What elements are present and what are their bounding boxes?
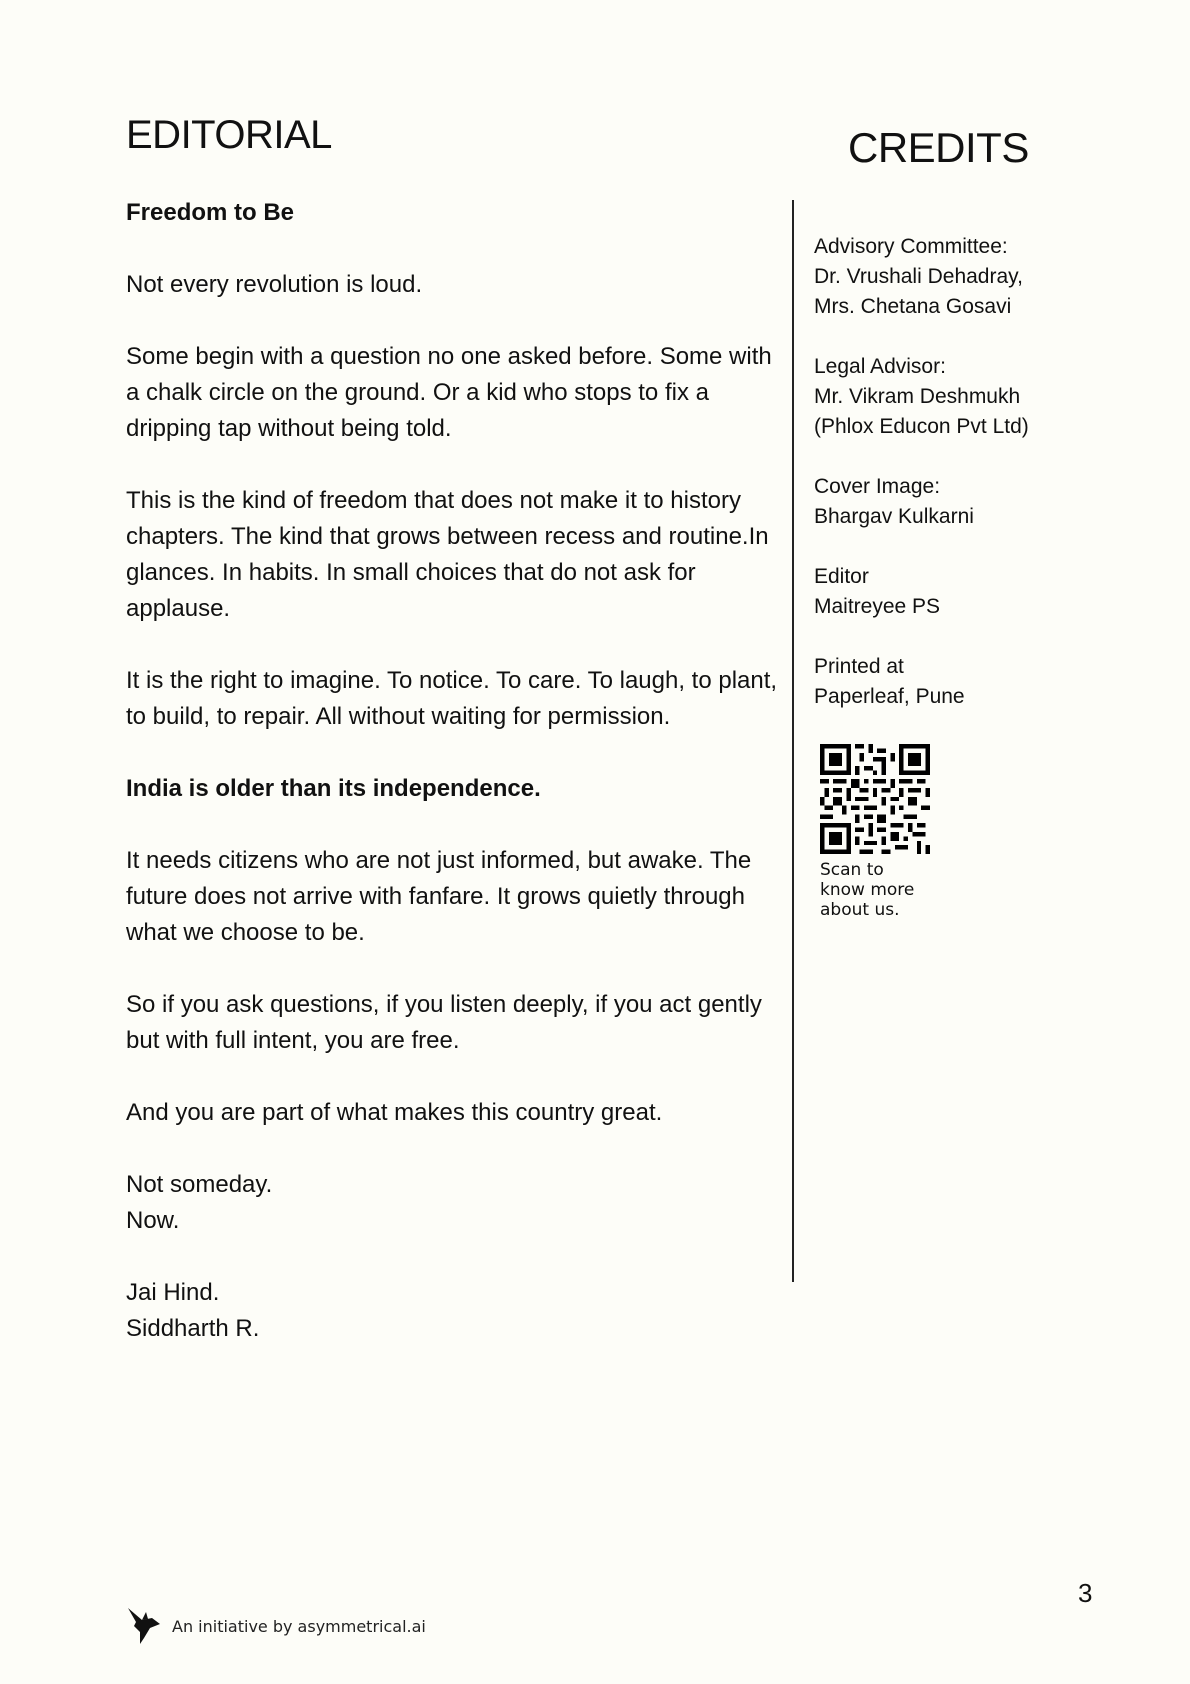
text-line: to build, to repair. All without waiting for permission. xyxy=(126,703,671,730)
text-line: It needs citizens who are not just informed, but awake. The xyxy=(126,847,752,874)
credit-legal xyxy=(814,352,1054,442)
editorial-paragraph xyxy=(126,843,796,951)
credit-label: Advisory Committee: xyxy=(814,235,1008,258)
qr-caption-line: about us. xyxy=(820,900,900,920)
bird-logo-icon xyxy=(126,1606,162,1646)
text-line: This is the kind of freedom that does not make it to history xyxy=(126,487,741,514)
credit-label: Printed at xyxy=(814,655,904,678)
text-line: Not someday. xyxy=(126,1171,273,1198)
qr-caption-line: Scan to xyxy=(820,860,884,880)
text-line: So if you ask questions, if you listen deeply, if you act gently xyxy=(126,991,762,1018)
credit-label: Legal Advisor: xyxy=(814,355,946,378)
credit-value: Mr. Vikram Deshmukh xyxy=(814,385,1021,408)
qr-caption-line: know more xyxy=(820,880,915,900)
text-line: what we choose to be. xyxy=(126,919,365,946)
editorial-signoff xyxy=(126,1275,796,1347)
credit-value: Paperleaf, Pune xyxy=(814,685,965,708)
editorial-paragraph xyxy=(126,987,796,1059)
editorial-paragraph xyxy=(126,1167,796,1239)
credit-label: Cover Image: xyxy=(814,475,941,498)
text-line: applause. xyxy=(126,595,231,622)
editorial-heading: India is older than its independence. xyxy=(126,775,541,802)
editorial-paragraph: Not every revolution is loud. xyxy=(126,271,423,298)
credit-printed xyxy=(814,652,1054,712)
footer-initiative-text: An initiative by asymmetrical.ai xyxy=(172,1617,426,1636)
editorial-subtitle: Freedom to Be xyxy=(126,199,295,226)
editorial-paragraph xyxy=(126,483,796,627)
editorial-title: EDITORIAL xyxy=(126,113,332,157)
text-line: glances. In habits. In small choices that do not ask for xyxy=(126,559,696,586)
text-line: Jai Hind. xyxy=(126,1279,220,1306)
text-line: dripping tap without being told. xyxy=(126,415,452,442)
editorial-body xyxy=(126,195,796,1383)
text-line: It is the right to imagine. To notice. To care. To laugh, to plant, xyxy=(126,667,778,694)
text-line: chapters. The kind that grows between recess and routine.In xyxy=(126,523,769,550)
text-line: Some begin with a question no one asked before. Some with xyxy=(126,343,772,370)
editorial-paragraph xyxy=(126,663,796,735)
credit-editor xyxy=(814,562,1054,622)
text-line: Now. xyxy=(126,1207,180,1234)
text-line: a chalk circle on the ground. Or a kid who stops to fix a xyxy=(126,379,709,406)
page-number: 3 xyxy=(1078,1578,1093,1608)
credit-value: Bhargav Kulkarni xyxy=(814,505,974,528)
author-name: Siddharth R. xyxy=(126,1315,260,1342)
text-line: future does not arrive with fanfare. It grows quietly through xyxy=(126,883,745,910)
editorial-paragraph xyxy=(126,339,796,447)
editorial-paragraph: And you are part of what makes this country great. xyxy=(126,1099,663,1126)
credit-value: Mrs. Chetana Gosavi xyxy=(814,295,1012,318)
credit-advisory xyxy=(814,232,1054,322)
credit-label: Editor xyxy=(814,565,869,588)
column-divider xyxy=(792,200,794,1282)
qr-code-icon[interactable] xyxy=(820,744,930,854)
credit-value: Maitreyee PS xyxy=(814,595,941,618)
text-line: but with full intent, you are free. xyxy=(126,1027,460,1054)
credit-cover xyxy=(814,472,1054,532)
qr-caption xyxy=(820,860,960,920)
credit-value: (Phlox Educon Pvt Ltd) xyxy=(814,415,1029,438)
credits-list xyxy=(814,232,1054,742)
credit-value: Dr. Vrushali Dehadray, xyxy=(814,265,1023,288)
credits-title: CREDITS xyxy=(848,124,1029,171)
